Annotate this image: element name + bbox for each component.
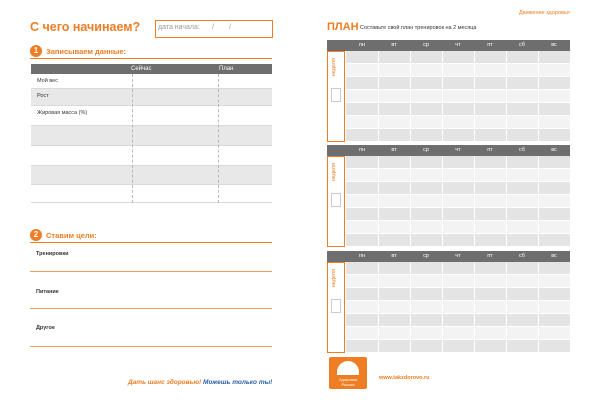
week-table — [327, 40, 570, 142]
week-number-box[interactable] — [331, 193, 341, 207]
day-column-divider — [378, 262, 379, 353]
slogan-part-a: Дать шанс здоровью! — [128, 379, 202, 386]
day-header: пн — [358, 253, 365, 259]
column-divider — [218, 74, 219, 203]
page-title: С чего начинаем? — [30, 20, 141, 34]
week-row[interactable] — [346, 103, 570, 116]
week-cells — [346, 51, 570, 142]
week-row[interactable] — [346, 64, 570, 77]
day-column-divider — [538, 156, 539, 247]
week-row[interactable] — [346, 169, 570, 182]
week-table — [327, 251, 570, 353]
data-table-row[interactable] — [31, 185, 272, 203]
day-header: ср — [423, 147, 429, 153]
week-row[interactable] — [346, 234, 570, 247]
week-side-panel — [327, 262, 345, 353]
column-divider — [132, 74, 133, 203]
week-row[interactable] — [346, 221, 570, 234]
day-column-divider — [410, 156, 411, 247]
day-header: вс — [551, 147, 557, 153]
day-header: сб — [519, 253, 525, 259]
data-table-row[interactable] — [31, 106, 272, 126]
date-separator: / — [212, 24, 214, 31]
section-title-data: Записываем данные: — [46, 47, 127, 56]
goal-training-line[interactable] — [30, 271, 272, 272]
section-number-1: 1 — [30, 45, 42, 57]
day-column-divider — [442, 51, 443, 142]
section-number-2: 2 — [30, 229, 42, 241]
day-column-divider — [538, 51, 539, 142]
slogan — [128, 379, 272, 386]
section-title-goals: Ставим цели: — [46, 231, 97, 240]
week-label: неделя — [331, 163, 337, 182]
week-row[interactable] — [346, 340, 570, 353]
week-side-panel — [327, 51, 345, 142]
day-column-divider — [538, 262, 539, 353]
week-header — [327, 145, 570, 156]
data-table-row[interactable] — [31, 126, 272, 146]
week-label: неделя — [331, 58, 337, 77]
week-row[interactable] — [346, 156, 570, 169]
zdorovaya-rossiya-logo — [329, 357, 367, 389]
week-row[interactable] — [346, 314, 570, 327]
day-header: пн — [358, 147, 365, 153]
day-column-divider — [506, 262, 507, 353]
data-table-header — [31, 64, 272, 74]
day-header: сб — [519, 147, 525, 153]
day-header: пт — [487, 147, 493, 153]
date-separator: / — [229, 24, 231, 31]
week-row[interactable] — [346, 275, 570, 288]
col-plan-header: План — [219, 66, 234, 72]
goal-label-other: Другое — [36, 325, 55, 331]
logo-emblem-icon — [337, 361, 359, 375]
day-column-divider — [474, 262, 475, 353]
website-link[interactable]: www.takzdorovo.ru — [379, 375, 430, 381]
week-row[interactable] — [346, 116, 570, 129]
week-row[interactable] — [346, 195, 570, 208]
day-header: вс — [551, 42, 557, 48]
day-column-divider — [442, 262, 443, 353]
week-row[interactable] — [346, 182, 570, 195]
week-row[interactable] — [346, 288, 570, 301]
data-table-row[interactable] — [31, 166, 272, 185]
day-header: сб — [519, 42, 525, 48]
day-column-divider — [474, 51, 475, 142]
brand-name: Движение здоровья — [519, 10, 570, 16]
day-header: чт — [455, 42, 461, 48]
row-label: Рост — [37, 93, 49, 99]
day-header: пт — [487, 42, 493, 48]
day-header: чт — [455, 147, 461, 153]
week-cells — [346, 156, 570, 247]
goal-nutrition-line[interactable] — [30, 308, 272, 309]
row-label: Жировая масса (%) — [37, 110, 88, 116]
slogan-part-b: Можешь только ты! — [203, 379, 273, 386]
goal-label-nutrition: Питание — [36, 289, 59, 295]
day-header: вт — [391, 253, 397, 259]
week-row[interactable] — [346, 77, 570, 90]
day-header: вс — [551, 253, 557, 259]
week-number-box[interactable] — [331, 299, 341, 313]
day-header: чт — [455, 253, 461, 259]
day-column-divider — [506, 51, 507, 142]
week-row[interactable] — [346, 90, 570, 103]
day-column-divider — [378, 51, 379, 142]
day-header: пн — [358, 42, 365, 48]
week-row[interactable] — [346, 262, 570, 275]
week-side-panel — [327, 156, 345, 247]
week-row[interactable] — [346, 129, 570, 142]
day-column-divider — [474, 156, 475, 247]
data-table-row[interactable] — [31, 146, 272, 166]
col-now-header: Сейчас — [131, 66, 152, 72]
week-label: неделя — [331, 269, 337, 288]
plan-title: ПЛАН — [327, 21, 359, 33]
week-row[interactable] — [346, 301, 570, 314]
data-table-row[interactable] — [31, 74, 272, 89]
day-column-divider — [410, 262, 411, 353]
logo-text: Здоровая Россия — [339, 377, 357, 387]
day-column-divider — [506, 156, 507, 247]
day-column-divider — [378, 156, 379, 247]
week-row[interactable] — [346, 51, 570, 64]
week-number-box[interactable] — [331, 88, 341, 102]
row-label: Мой вес — [37, 78, 58, 84]
section-divider — [30, 242, 272, 243]
week-header — [327, 40, 570, 51]
week-row[interactable] — [346, 327, 570, 340]
goal-other-line[interactable] — [30, 346, 272, 347]
goal-label-training: Тренировки — [36, 251, 69, 257]
day-header: ср — [423, 42, 429, 48]
plan-subtitle: Составьте свой план тренировок на 2 месяца — [360, 25, 477, 31]
week-cells — [346, 262, 570, 353]
week-row[interactable] — [346, 208, 570, 221]
start-date-label: дата начала: — [158, 24, 200, 31]
day-header: пт — [487, 253, 493, 259]
section-divider — [30, 58, 272, 59]
week-table — [327, 145, 570, 247]
day-header: ср — [423, 253, 429, 259]
day-column-divider — [442, 156, 443, 247]
data-table-row[interactable] — [31, 89, 272, 106]
week-header — [327, 251, 570, 262]
day-column-divider — [410, 51, 411, 142]
day-header: вт — [391, 147, 397, 153]
day-header: вт — [391, 42, 397, 48]
